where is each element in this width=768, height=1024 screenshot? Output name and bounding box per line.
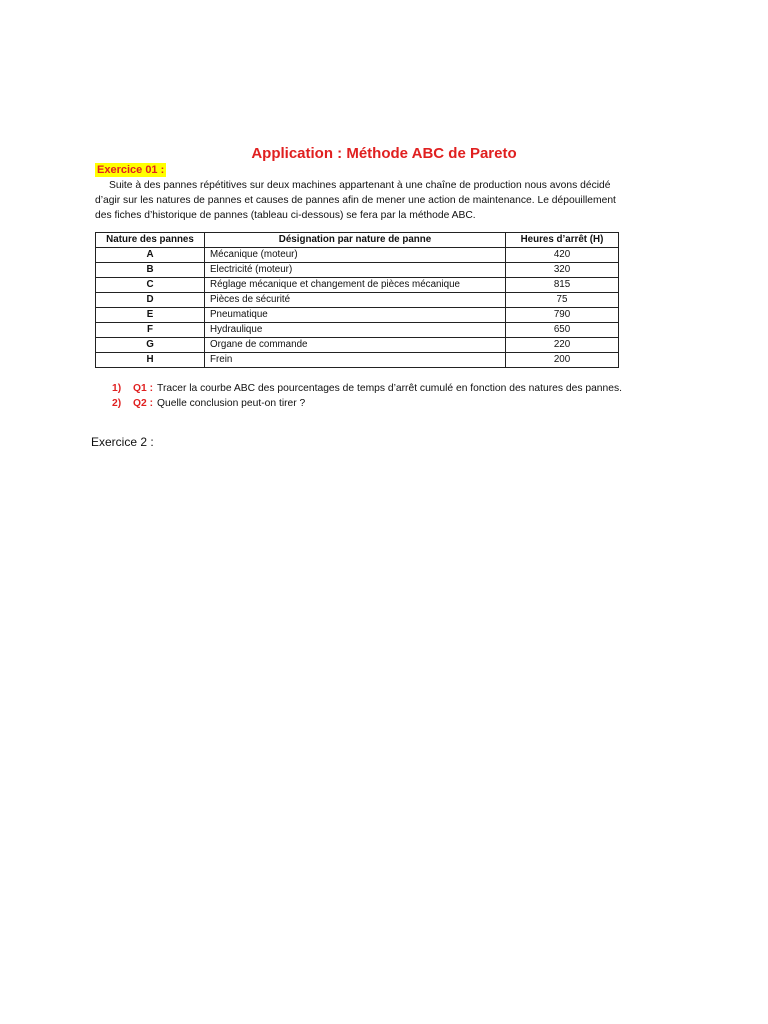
question-number: 1) [112,383,122,394]
questions-list [112,381,672,411]
cell-hours: 200 [506,353,619,368]
cell-code: D [96,293,205,308]
table-row [96,248,619,263]
table-row [96,263,619,278]
exercise1-heading: Exercice 01 : [97,164,165,176]
table-row [96,308,619,323]
cell-designation: Pièces de sécurité [205,293,506,308]
cell-code: B [96,263,205,278]
table-row [96,353,619,368]
cell-hours: 815 [506,278,619,293]
cell-code: G [96,338,205,353]
cell-hours: 420 [506,248,619,263]
question-item [112,381,672,396]
table-header-row [96,233,619,248]
question-label: Q2 : [133,398,154,409]
cell-hours: 75 [506,293,619,308]
question-item [112,396,672,411]
table-row [96,338,619,353]
intro-text: Suite à des pannes répétitives sur deux machines appartenant à une chaîne de production nous avons décidé d’agir sur les natures de pannes et causes de pannes afin de mener une action de maintenance. Le dépouillement des fiches d’historique de pannes (tableau ci-dessous) se fera par la méthode ABC. [95,180,616,221]
question-label: Q1 : [133,383,154,394]
cell-code: A [96,248,205,263]
cell-designation: Réglage mécanique et changement de pièces mécanique [205,278,506,293]
cell-designation: Frein [205,353,506,368]
cell-hours: 320 [506,263,619,278]
exercise2-heading: Exercice 2 : [91,435,154,449]
cell-hours: 220 [506,338,619,353]
page-title: Application : Méthode ABC de Pareto [251,145,517,162]
cell-designation: Hydraulique [205,323,506,338]
question-text: Quelle conclusion peut-on tirer ? [157,398,306,409]
cell-code: F [96,323,205,338]
header-hours: Heures d’arrêt (H) [506,233,619,248]
header-designation: Désignation par nature de panne [205,233,506,248]
question-number: 2) [112,398,122,409]
cell-hours: 650 [506,323,619,338]
table-row [96,293,619,308]
cell-designation: Electricité (moteur) [205,263,506,278]
cell-designation: Pneumatique [205,308,506,323]
question-text: Tracer la courbe ABC des pourcentages de temps d’arrêt cumulé en fonction des natures des pannes. [157,383,622,394]
header-nature: Nature des pannes [96,233,205,248]
exercise1-intro [95,178,630,223]
table-row [96,278,619,293]
cell-code: E [96,308,205,323]
cell-code: C [96,278,205,293]
cell-code: H [96,353,205,368]
cell-hours: 790 [506,308,619,323]
failures-table [95,232,619,368]
table-row [96,323,619,338]
cell-designation: Mécanique (moteur) [205,248,506,263]
cell-designation: Organe de commande [205,338,506,353]
